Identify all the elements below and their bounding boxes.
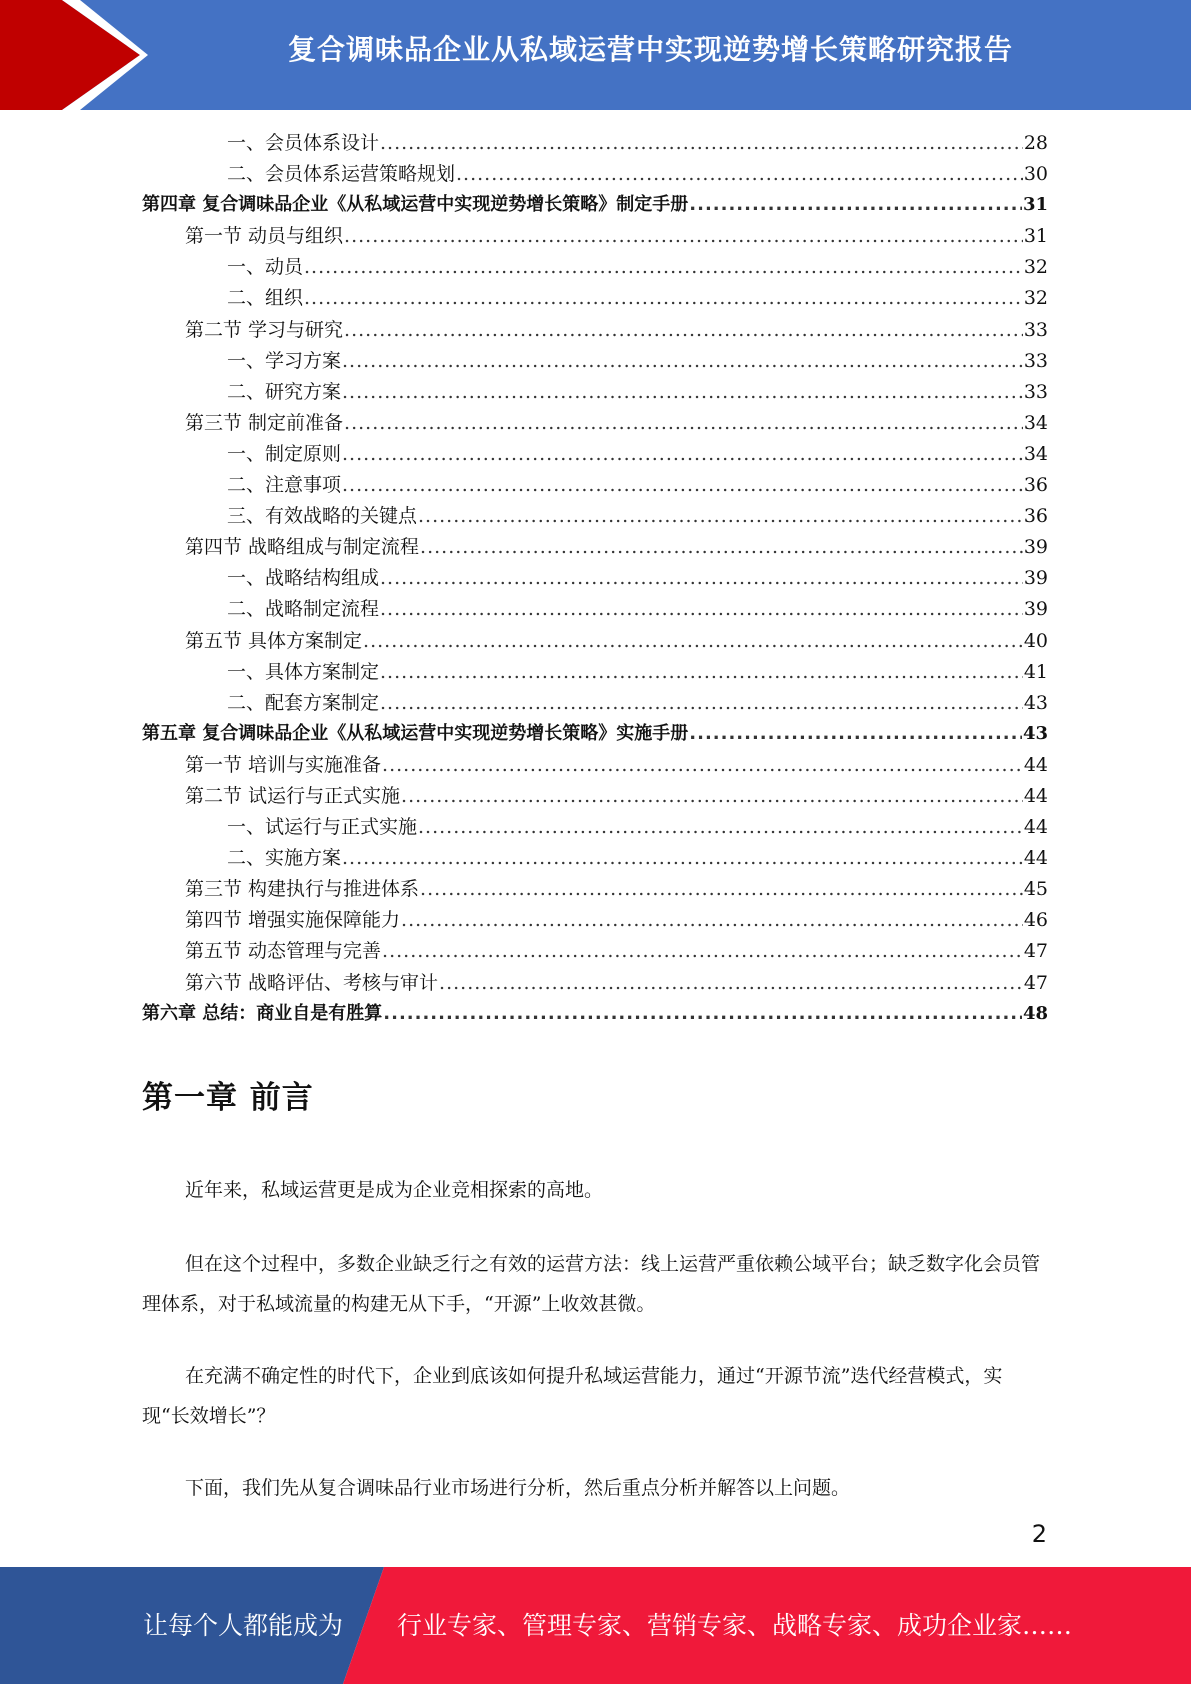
toc-entry[interactable] (142, 594, 1048, 625)
toc-dot-leader (344, 319, 1023, 341)
toc-entry[interactable] (142, 719, 1048, 750)
toc-entry-page: 47 (1023, 940, 1048, 963)
toc-dot-leader (689, 723, 1022, 744)
toc-dot-leader (420, 878, 1023, 900)
toc-entry-page: 31 (1022, 194, 1048, 216)
toc-entry-title: 一、动员 (227, 256, 304, 279)
toc-entry[interactable] (142, 812, 1048, 843)
toc-entry-page: 39 (1023, 567, 1048, 590)
toc-entry-page: 46 (1023, 909, 1048, 932)
toc-entry-page: 33 (1023, 380, 1048, 403)
toc-dot-leader (344, 225, 1023, 247)
toc-entry-title: 第一节 培训与实施准备 (185, 753, 382, 776)
toc-entry-page: 28 (1023, 132, 1048, 154)
toc-entry[interactable] (142, 657, 1048, 688)
toc-entry-title: 一、制定原则 (227, 442, 342, 465)
toc-entry[interactable] (142, 221, 1048, 252)
page-header (0, 0, 1191, 110)
toc-entry-title: 一、战略结构组成 (227, 567, 380, 590)
toc-entry-title: 二、实施方案 (227, 847, 342, 870)
toc-entry-title: 第二节 试运行与正式实施 (185, 784, 401, 807)
toc-entry-title: 第六节 战略评估、考核与审计 (185, 971, 439, 994)
toc-entry-title: 第五节 具体方案制定 (185, 629, 363, 652)
toc-entry-title: 第四章 复合调味品企业《从私域运营中实现逆势增长策略》制定手册 (142, 194, 689, 216)
toc-entry-title: 第三节 构建执行与推进体系 (185, 878, 420, 901)
toc-entry[interactable] (142, 190, 1048, 221)
toc-entry-page: 36 (1023, 474, 1048, 497)
toc-entry-page: 48 (1022, 1002, 1048, 1024)
toc-entry-title: 第四节 战略组成与制定流程 (185, 536, 420, 559)
toc-entry-page: 44 (1023, 816, 1048, 839)
toc-dot-leader (401, 785, 1023, 807)
toc-entry-title: 一、学习方案 (227, 349, 342, 372)
toc-entry-page: 33 (1023, 318, 1048, 341)
toc-entry[interactable] (142, 968, 1048, 999)
header-title: 复合调味品企业从私域运营中实现逆势增长策略研究报告 (287, 33, 1013, 66)
toc-entry-page: 33 (1023, 349, 1048, 372)
intro-paragraph-1: 近年来，私域运营更是成为企业竞相探索的高地。 (185, 1179, 604, 1201)
toc-entry-title: 二、组织 (227, 287, 304, 310)
toc-dot-leader (363, 630, 1023, 652)
toc-dot-leader (382, 754, 1023, 776)
toc-entry-title: 第五章 复合调味品企业《从私域运营中实现逆势增长策略》实施手册 (142, 722, 689, 744)
toc-dot-leader (342, 847, 1023, 869)
footer-slogan-left: 让每个人都能成为 (143, 1611, 344, 1640)
page-number: 2 (1031, 1520, 1047, 1548)
toc-dot-leader (344, 412, 1023, 434)
toc-entry[interactable] (142, 128, 1048, 159)
toc-entry-page: 45 (1023, 878, 1048, 901)
toc-entry-title: 第四节 增强实施保障能力 (185, 909, 401, 932)
toc-entry[interactable] (142, 532, 1048, 563)
toc-entry[interactable] (142, 626, 1048, 657)
toc-entry-page: 39 (1023, 536, 1048, 559)
toc-dot-leader (380, 661, 1023, 683)
toc-entry-page: 43 (1022, 722, 1048, 744)
toc-entry[interactable] (142, 688, 1048, 719)
toc-entry[interactable] (142, 750, 1048, 781)
toc-entry-page: 44 (1023, 847, 1048, 870)
toc-entry-title: 一、具体方案制定 (227, 660, 380, 683)
toc-dot-leader (456, 163, 1023, 185)
toc-entry[interactable] (142, 439, 1048, 470)
toc-entry-title: 第五节 动态管理与完善 (185, 940, 382, 963)
toc-entry-title: 第六章 总结：商业自是有胜算 (142, 1002, 383, 1024)
toc-dot-leader (418, 505, 1023, 527)
toc-entry[interactable] (142, 563, 1048, 594)
toc-entry[interactable] (142, 999, 1048, 1030)
toc-entry-page: 41 (1023, 660, 1048, 683)
toc-entry-title: 一、试运行与正式实施 (227, 816, 418, 839)
toc-dot-leader (342, 443, 1023, 465)
toc-dot-leader (342, 474, 1023, 496)
toc-dot-leader (420, 536, 1023, 558)
intro-paragraph-2: 但在这个过程中，多数企业缺乏行之有效的运营方法：线上运营严重依赖公域平台；缺乏数字化会员管理体系，对于私域流量的构建无从下手，“开源”上收效甚微。 (142, 1253, 1041, 1315)
toc-dot-leader (380, 598, 1023, 620)
toc-dot-leader (401, 909, 1023, 931)
toc-entry[interactable] (142, 905, 1048, 936)
toc-dot-leader (380, 132, 1023, 154)
toc-entry[interactable] (142, 874, 1048, 905)
toc-entry[interactable] (142, 283, 1048, 314)
toc-entry[interactable] (142, 377, 1048, 408)
toc-entry-title: 二、战略制定流程 (227, 598, 380, 621)
toc-dot-leader (380, 692, 1023, 714)
toc-entry-title: 一、会员体系设计 (227, 132, 380, 154)
toc-entry-page: 30 (1023, 163, 1048, 186)
toc-entry-page: 32 (1023, 256, 1048, 279)
toc-entry[interactable] (142, 843, 1048, 874)
toc-entry[interactable] (142, 252, 1048, 283)
toc-entry-page: 44 (1023, 753, 1048, 776)
toc-dot-leader (418, 816, 1023, 838)
toc-entry-title: 三、有效战略的关键点 (227, 505, 418, 528)
toc-entry-page: 40 (1023, 629, 1048, 652)
toc-entry-title: 二、研究方案 (227, 380, 342, 403)
toc-entry[interactable] (142, 408, 1048, 439)
toc-entry-page: 47 (1023, 971, 1048, 994)
table-of-contents (142, 128, 1048, 1030)
toc-entry[interactable] (142, 346, 1048, 377)
toc-entry-title: 二、会员体系运营策略规划 (227, 163, 456, 186)
toc-entry-title: 二、注意事项 (227, 474, 342, 497)
footer-slogan-right: 行业专家、管理专家、营销专家、战略专家、成功企业家…… (397, 1611, 1073, 1640)
toc-entry-page: 34 (1023, 411, 1048, 434)
toc-entry-page: 31 (1023, 225, 1048, 248)
toc-dot-leader (383, 1003, 1022, 1024)
toc-entry[interactable] (142, 159, 1048, 190)
toc-entry[interactable] (142, 315, 1048, 346)
intro-paragraph-4: 下面，我们先从复合调味品行业市场进行分析，然后重点分析并解答以上问题。 (185, 1477, 851, 1499)
toc-dot-leader (382, 940, 1023, 962)
toc-entry-page: 32 (1023, 287, 1048, 310)
toc-dot-leader (689, 194, 1022, 215)
chapter-heading: 第一章 前言 (142, 1080, 314, 1116)
toc-entry-page: 34 (1023, 442, 1048, 465)
toc-dot-leader (342, 350, 1023, 372)
toc-entry-title: 二、配套方案制定 (227, 691, 380, 714)
toc-entry[interactable] (142, 936, 1048, 967)
toc-dot-leader (380, 567, 1023, 589)
toc-dot-leader (304, 287, 1023, 309)
toc-entry-page: 44 (1023, 784, 1048, 807)
toc-dot-leader (304, 256, 1023, 278)
toc-entry[interactable] (142, 470, 1048, 501)
toc-dot-leader (439, 972, 1023, 994)
intro-paragraph-3: 在充满不确定性的时代下，企业到底该如何提升私域运营能力，通过“开源节流”迭代经营模式，实现“长效增长”？ (142, 1365, 1003, 1427)
toc-entry[interactable] (142, 501, 1048, 532)
toc-entry-page: 43 (1023, 691, 1048, 714)
page-footer (0, 1567, 1191, 1684)
toc-entry-title: 第三节 制定前准备 (185, 411, 344, 434)
toc-dot-leader (342, 381, 1023, 403)
toc-entry-title: 第一节 动员与组织 (185, 225, 344, 248)
toc-entry-page: 39 (1023, 598, 1048, 621)
toc-entry[interactable] (142, 781, 1048, 812)
toc-entry-title: 第二节 学习与研究 (185, 318, 344, 341)
toc-entry-page: 36 (1023, 505, 1048, 528)
